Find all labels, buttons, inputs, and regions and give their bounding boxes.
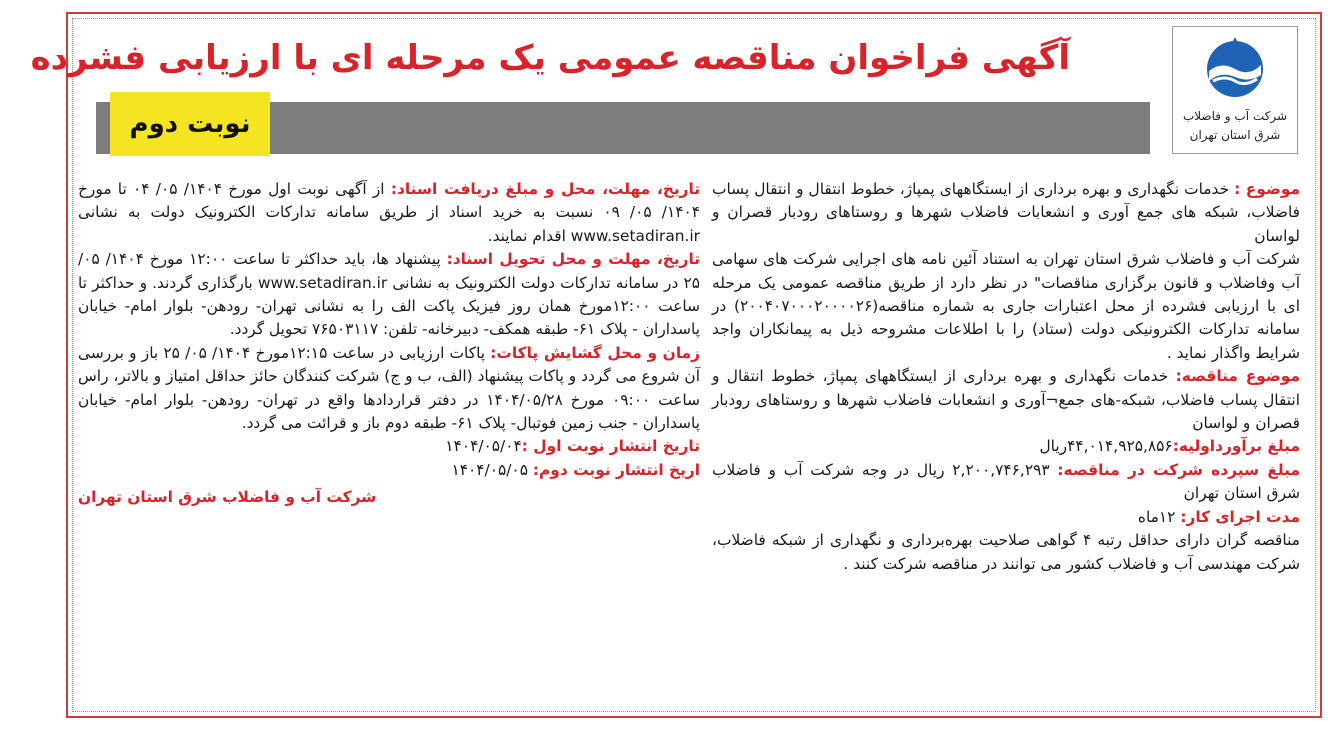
duration-value: ۱۲ماه: [1137, 507, 1181, 526]
left-column: [78, 178, 700, 510]
duration-label: مدت اجرای کار:: [1180, 507, 1300, 526]
submission-paragraph: [78, 248, 700, 342]
duration-paragraph: [712, 506, 1300, 529]
intro-paragraph: شرکت آب و فاضلاب شرق استان تهران به استناد آئین نامه های اجرایی شرکت های سهامی آب وفاضلاب و قانون برگزاری مناقصات" در نظر دارد از طریق مناقصه عمومی یک مرحله ای با ارزیابی فشرده از محل اعتبارات جاری به شماره مناقصه(۲۰۰۴۰۷۰۰۰۲۰۰۰۰۲۶) در سامانه تدارکات الکترونیکی دولت (ستاد) را با اطلاعات مشروحه ذیل به پیمانکاران واجد شرایط واگذار نماید .: [712, 250, 1300, 362]
budget-value: ۴۴,۰۱۴,۹۲۵,۸۵۶ریال: [1039, 437, 1173, 456]
submission-label: تاریخ، مهلت و محل تحویل اسناد:: [446, 250, 701, 269]
logo-line-1: شرکت آب و فاضلاب: [1182, 109, 1288, 123]
subject-paragraph: [712, 178, 1300, 248]
ad-title: آگهی فراخوان مناقصه عمومی یک مرحله ای با ارزیابی فشرده: [30, 38, 1070, 78]
round-badge-label: نوبت دوم: [129, 109, 251, 139]
subject-label: موضوع :: [1234, 180, 1300, 198]
eligibility-paragraph: مناقصه گران دارای حداقل رتبه ۴ گواهی صلاحیت بهره‌برداری و نگهداری از شبکه فاضلاب، شرکت مهندسی آب و فاضلاب کشور می توانند در مناقصه شرکت کنند .: [712, 531, 1300, 573]
round-badge: [110, 92, 270, 156]
tender-subject-paragraph: [712, 365, 1300, 435]
logo-line-2: شرق استان تهران: [1189, 128, 1281, 142]
docs-label: تاریخ، مهلت، محل و مبلغ دریافت اسناد:: [390, 180, 701, 198]
right-column: [712, 178, 1300, 576]
deposit-paragraph: [712, 459, 1300, 506]
docs-paragraph: [78, 178, 700, 248]
deposit-text: ۲,۲۰۰,۷۴۶,۲۹۳ ریال در وجه شرکت آب و فاضلاب شرق استان تهران: [712, 460, 1300, 503]
docs-text: از آگهی نوبت اول مورخ ۱۴۰۴/ ۰۵/ ۰۴ تا مورخ ۱۴۰۴/ ۰۵/ ۰۹ نسبت به خرید اسناد از طریق سامانه تدارکات الکترونیک دولت به نشانی www.setadiran.ir اقدام نمایند.: [78, 180, 701, 245]
second-publish-date: ۱۴۰۴/۰۵/۰۵: [451, 460, 533, 479]
company-logo: [1172, 26, 1298, 154]
company-logo-text: [1173, 107, 1297, 145]
opening-label: زمان و محل گشایش پاکات:: [490, 343, 700, 362]
first-publish-label: تاریخ انتشار نوبت اول :: [521, 437, 700, 456]
first-publish-date: ۱۴۰۴/۰۵/۰۴: [445, 437, 522, 456]
budget-paragraph: [712, 435, 1300, 458]
second-publish-label: اریخ انتشار نوبت دوم:: [532, 460, 700, 479]
opening-paragraph: [78, 342, 700, 436]
budget-label: مبلغ برآورداولیه:: [1172, 437, 1300, 456]
water-drop-logo-icon: [1199, 31, 1271, 103]
subject-text: خدمات نگهداری و بهره برداری از ایستگاههای پمپاژ، خطوط انتقال و انتقال پساب فاضلاب، شبکه های جمع آوری و انشعابات فاضلاب شهرها و روستاهای رودبار قصران و لواسان: [712, 180, 1300, 245]
first-publish-paragraph: [78, 435, 700, 458]
deposit-label: مبلغ سپرده شرکت در مناقصه:: [1057, 460, 1300, 479]
submission-text: پیشنهاد ها، باید حداکثر تا ساعت ۱۲:۰۰ مورخ ۱۴۰۴/ ۰۵/ ۲۵ در سامانه تدارکات دولت الکترونیک به نشانی www.setadiran.ir بارگذاری گردند. و حداکثر تا ساعت ۱۲:۰۰مورخ همان روز فیزیک پاکت الف را به نشانی تهران- رودهن- بلوار امام- خیابان پاسداران - پلاک ۶۱- طبقه همکف- دبیرخانه- تلفن: ۷۶۵۰۳۱۱۷ تحویل گردد.: [78, 250, 700, 339]
tender-subject-label: موضوع مناقصه:: [1175, 367, 1300, 386]
tender-subject-text: خدمات نگهداری و بهره برداری از ایستگاههای پمپاژ، خطوط انتقال و انتقال پساب فاضلاب، شبکه-های جمع¬آوری و انشعابات فاضلاب شهرها و روستاهای رودبار قصران و لواسان: [712, 367, 1300, 433]
second-publish-paragraph: [78, 459, 700, 482]
opening-text: پاکات ارزیابی در ساعت ۱۲:۱۵مورخ ۱۴۰۴/ ۰۵/ ۲۵ باز و بررسی آن شروع می گردد و پاکات پیشنهاد (الف، ب و ج) شرکت کنندگان حائز حداقل امتیاز و بالاتر، راس ساعت ۰۹:۰۰ مورخ ۱۴۰۴/۰۵/۲۸ در دفتر قراردادها واقع در تهران- رودهن- بلوار امام- خیابان پاسداران - جنب زمین فوتبال- پلاک ۶۱- طبقه دوم باز و قرائت می گردد.: [78, 343, 700, 433]
signature: شرکت آب و فاضلاب شرق استان تهران: [78, 488, 377, 507]
